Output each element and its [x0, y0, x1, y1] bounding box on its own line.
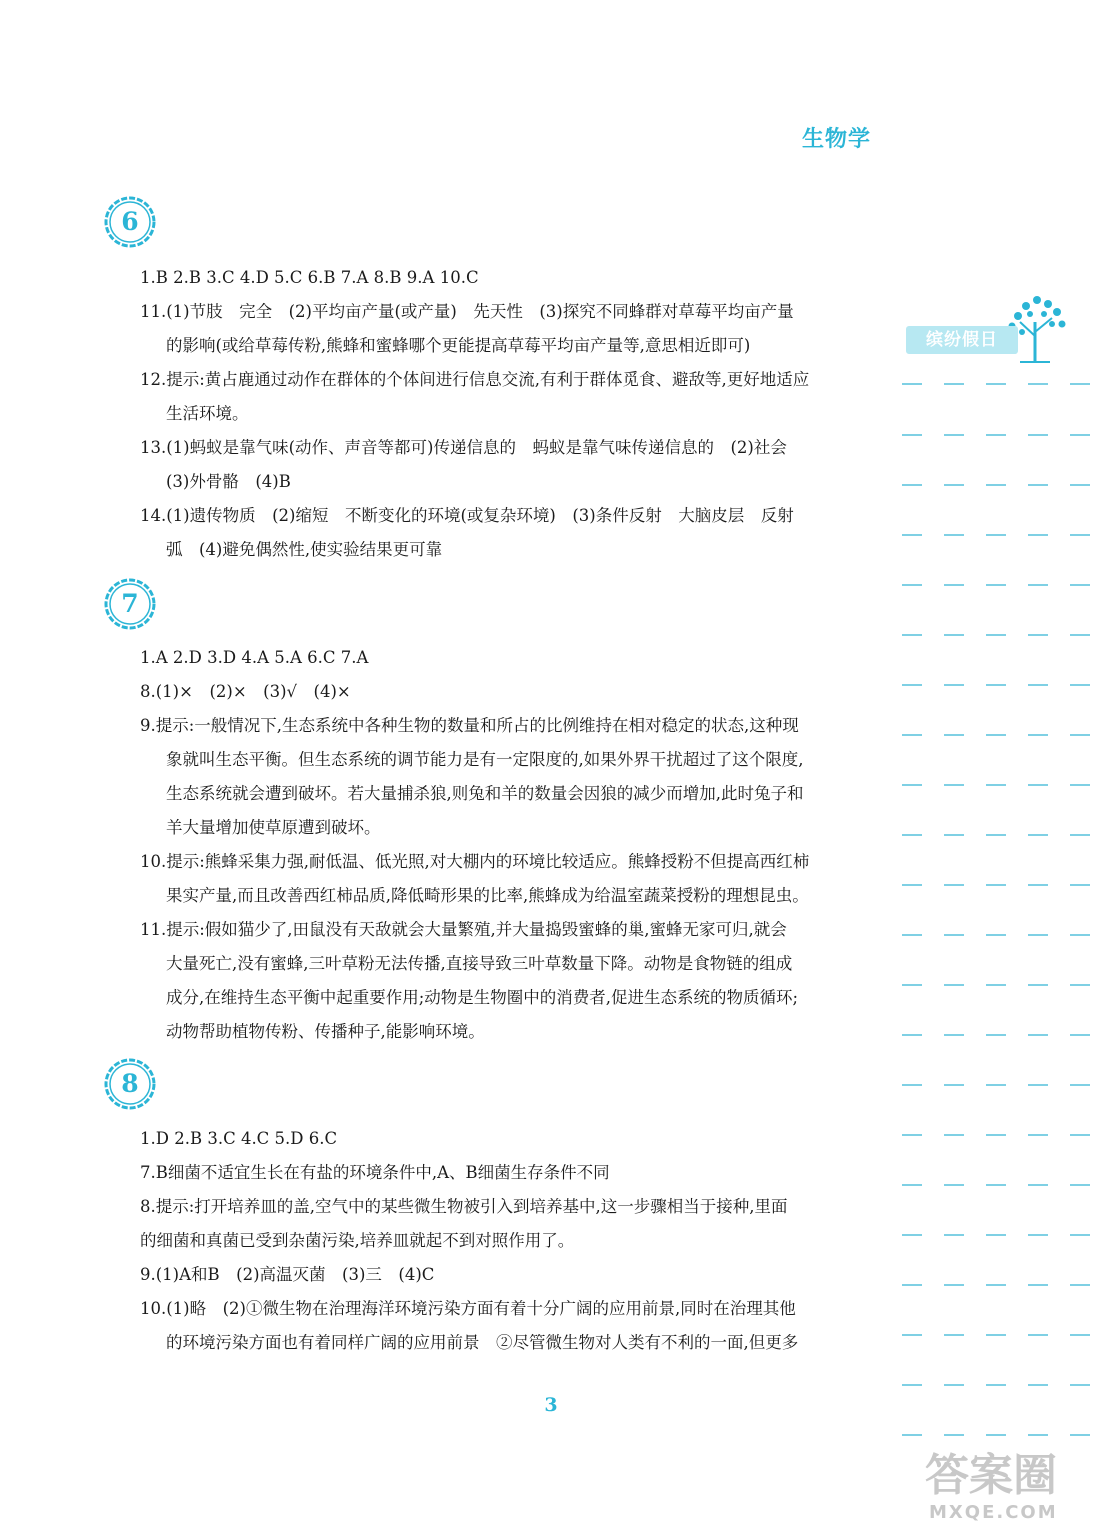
- holiday-tag: [900, 292, 1090, 366]
- answer-line: 8.提示:打开培养皿的盖,空气中的某些微生物被引入到培养基中,这一步骤相当于接种,里面: [140, 1197, 788, 1216]
- holiday-banner: [906, 326, 1018, 354]
- note-line: [902, 1134, 1098, 1136]
- note-line: [902, 434, 1098, 436]
- watermark-text: 答案圈: [925, 1450, 1057, 1501]
- watermark-logo: [925, 1450, 1058, 1524]
- answer-line: 14.(1)遗传物质 (2)缩短 不断变化的环境(或复杂环境) (3)条件反射 大脑皮层 反射: [140, 506, 794, 525]
- section-badge-8: [104, 1058, 156, 1110]
- section-number: 6: [121, 207, 139, 236]
- answer-line: 生活环境。: [166, 404, 249, 423]
- subject-title: 生物学: [802, 127, 872, 152]
- section-badge-7: [104, 578, 156, 630]
- note-line: [902, 1184, 1098, 1186]
- note-line: [902, 383, 1098, 385]
- watermark-url: MXQE.COM: [929, 1502, 1058, 1523]
- answer-line: 8.(1)× (2)× (3)√ (4)×: [140, 682, 351, 701]
- note-line: [902, 734, 1098, 736]
- section-badge-6: [104, 196, 156, 248]
- answer-line: 10.(1)略 (2)①微生物在治理海洋环境污染方面有着十分广阔的应用前景,同时在治理其他: [140, 1299, 796, 1318]
- section-number: 7: [121, 589, 139, 618]
- note-line: [902, 1084, 1098, 1086]
- answer-line: 10.提示:熊蜂采集力强,耐低温、低光照,对大棚内的环境比较适应。熊蜂授粉不但提高西红柿: [140, 852, 810, 871]
- answer-line: 1.A 2.D 3.D 4.A 5.A 6.C 7.A: [140, 648, 369, 667]
- answer-line: 1.D 2.B 3.C 4.C 5.D 6.C: [140, 1129, 338, 1148]
- answers-section-6: [140, 261, 880, 567]
- note-line: [902, 534, 1098, 536]
- answer-line: 13.(1)蚂蚁是靠气味(动作、声音等都可)传递信息的 蚂蚁是靠气味传递信息的 (2)社会: [140, 438, 787, 457]
- answer-line: 7.B细菌不适宜生长在有盐的环境条件中,A、B细菌生存条件不同: [140, 1163, 610, 1182]
- note-line: [902, 884, 1098, 886]
- answer-line: 大量死亡,没有蜜蜂,三叶草粉无法传播,直接导致三叶草数量下降。动物是食物链的组成: [166, 954, 793, 973]
- note-line: [902, 1284, 1098, 1286]
- answer-line: 12.提示:黄占鹿通过动作在群体的个体间进行信息交流,有利于群体觅食、避敌等,更好地适应: [140, 370, 810, 389]
- answer-line: 11.提示:假如猫少了,田鼠没有天敌就会大量繁殖,并大量捣毁蜜蜂的巢,蜜蜂无家可归,就会: [140, 920, 787, 939]
- note-line: [902, 484, 1098, 486]
- note-line: [902, 1334, 1098, 1336]
- note-line: [902, 684, 1098, 686]
- answer-line: 的影响(或给草莓传粉,熊蜂和蜜蜂哪个更能提高草莓平均亩产量等,意思相近即可): [166, 336, 751, 355]
- answer-line: 生态系统就会遭到破坏。若大量捕杀狼,则兔和羊的数量会因狼的减少而增加,此时兔子和: [166, 784, 804, 803]
- answer-line: 的环境污染方面也有着同样广阔的应用前景 ②尽管微生物对人类有不利的一面,但更多: [166, 1333, 799, 1352]
- note-line: [902, 1384, 1098, 1386]
- note-line: [902, 634, 1098, 636]
- note-line: [902, 584, 1098, 586]
- answers-section-7: [140, 641, 880, 1049]
- note-line: [902, 1034, 1098, 1036]
- answer-line: 象就叫生态平衡。但生态系统的调节能力是有一定限度的,如果外界干扰超过了这个限度,: [166, 750, 804, 769]
- holiday-label: 缤纷假日: [926, 330, 998, 350]
- answers-section-8: [140, 1122, 880, 1360]
- answer-line: 弧 (4)避免偶然性,使实验结果更可靠: [166, 540, 443, 559]
- note-line: [902, 784, 1098, 786]
- section-number: 8: [121, 1069, 139, 1098]
- note-line: [902, 1434, 1098, 1436]
- page-number: 3: [544, 1394, 558, 1416]
- answer-line: 果实产量,而且改善西红柿品质,降低畸形果的比率,熊蜂成为给温室蔬菜授粉的理想昆虫。: [166, 886, 809, 905]
- note-line: [902, 1234, 1098, 1236]
- answer-line: 的细菌和真菌已受到杂菌污染,培养皿就起不到对照作用了。: [140, 1231, 575, 1250]
- answer-line: 动物帮助植物传粉、传播种子,能影响环境。: [166, 1022, 485, 1041]
- answer-line: 9.提示:一般情况下,生态系统中各种生物的数量和所占的比例维持在相对稳定的状态,这种现: [140, 716, 799, 735]
- answer-line: 11.(1)节肢 完全 (2)平均亩产量(或产量) 先天性 (3)探究不同蜂群对草莓平均亩产量: [140, 302, 794, 321]
- note-line: [902, 834, 1098, 836]
- answer-line: 成分,在维持生态平衡中起重要作用;动物是生物圈中的消费者,促进生态系统的物质循环;: [166, 988, 799, 1007]
- answer-line: 1.B 2.B 3.C 4.D 5.C 6.B 7.A 8.B 9.A 10.C: [140, 268, 479, 287]
- note-line: [902, 934, 1098, 936]
- answer-line: 羊大量增加使草原遭到破坏。: [166, 818, 381, 837]
- answer-line: 9.(1)A和B (2)高温灭菌 (3)三 (4)C: [140, 1265, 435, 1284]
- note-line: [902, 984, 1098, 986]
- answer-line: (3)外骨骼 (4)B: [166, 472, 291, 491]
